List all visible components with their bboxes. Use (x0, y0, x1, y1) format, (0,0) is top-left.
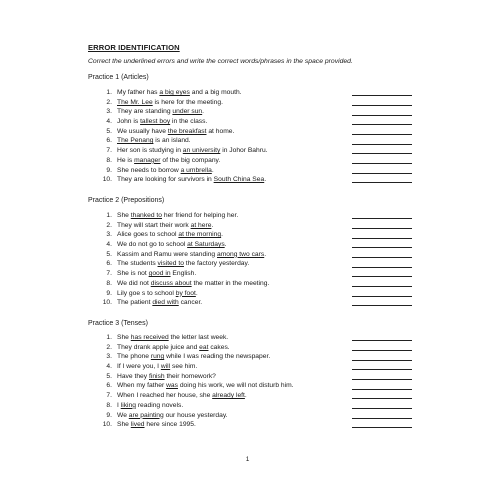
exercise-item (100, 401, 420, 411)
sentence-text: their homework? (164, 372, 216, 380)
answer-blank[interactable] (352, 173, 412, 174)
underlined-error: South China Sea (213, 176, 265, 184)
sentence-text: We did not (117, 279, 151, 287)
sentence-text: Have they (117, 372, 149, 380)
item-number: 4. (106, 241, 112, 249)
sentence-text: . (264, 176, 267, 184)
item-sentence (117, 127, 234, 137)
sentence-text: her friend for helping her. (162, 212, 239, 219)
exercise-item (100, 352, 420, 362)
sentence-text: . (211, 166, 214, 174)
item-sentence (117, 401, 183, 411)
sentence-text: Her son is studying in (117, 147, 183, 155)
item-sentence (117, 269, 196, 279)
exercise-list-prepositions (100, 211, 420, 308)
underlined-error: The Mr. Lee (117, 98, 153, 106)
sentence-text: the matter in the meeting. (191, 279, 270, 287)
answer-blank[interactable] (352, 134, 412, 135)
item-number: 2. (106, 98, 112, 106)
page-number: 1 (245, 456, 250, 463)
sentence-text: is here for the meeting. (152, 98, 223, 106)
exercise-item (100, 127, 420, 137)
exercise-item (100, 343, 420, 353)
sentence-text: cakes. (208, 343, 230, 351)
sentence-text: They drank apple juice and (117, 343, 200, 351)
underlined-error: eat (199, 343, 209, 351)
sentence-text: She (117, 334, 131, 341)
sentence-text: the factory yesterday. (183, 260, 250, 268)
item-number: 6. (106, 137, 112, 145)
answer-blank[interactable] (352, 408, 412, 409)
sentence-text: They will start their work (117, 221, 191, 229)
underlined-error: manager (134, 156, 161, 164)
item-sentence (117, 175, 266, 185)
item-sentence (117, 98, 223, 108)
sentence-text: We (117, 411, 129, 419)
item-sentence (117, 117, 207, 127)
sentence-text: She needs to borrow (117, 166, 181, 174)
section-title-tenses: Practice 3 (Tenses) (88, 320, 148, 327)
exercise-item (100, 259, 420, 269)
underlined-error: thanked to (130, 212, 162, 219)
sentence-text: our house yesterday. (163, 411, 228, 419)
exercise-item (100, 136, 420, 146)
item-number: 8. (106, 279, 112, 287)
exercise-item (100, 221, 420, 231)
sentence-text: reading novels. (135, 401, 184, 409)
exercise-item (100, 146, 420, 156)
exercise-item (100, 333, 420, 343)
sentence-text: If I were you, I (117, 363, 161, 371)
section-title-prepositions: Practice 2 (Prepositions) (88, 197, 165, 204)
sentence-text: of the big company. (160, 156, 221, 164)
item-number: 7. (106, 270, 112, 278)
item-number: 4. (106, 118, 112, 126)
underlined-error: at here (190, 221, 212, 229)
item-sentence (117, 352, 270, 362)
answer-blank[interactable] (352, 115, 412, 116)
exercise-item (100, 298, 420, 308)
item-number: 3. (106, 231, 112, 239)
answer-blank[interactable] (352, 257, 412, 258)
underlined-error: the breakfast (167, 127, 207, 135)
sentence-text: . (224, 241, 227, 249)
answer-blank[interactable] (352, 276, 412, 277)
item-number: 4. (106, 363, 112, 371)
section-title-articles: Practice 1 (Articles) (88, 74, 149, 81)
answer-blank[interactable] (352, 153, 412, 154)
sentence-text: The students (117, 260, 158, 268)
exercise-item (100, 279, 420, 289)
sentence-text: I (117, 401, 121, 409)
sentence-text: The phone (117, 353, 151, 361)
item-number: 6. (106, 260, 112, 268)
exercise-item (100, 88, 420, 98)
document-title: ERROR IDENTIFICATION (88, 43, 180, 52)
item-sentence (117, 333, 228, 343)
exercise-item (100, 391, 420, 401)
exercise-item (100, 289, 420, 299)
exercise-item (100, 156, 420, 166)
sentence-text: cancer. (178, 299, 203, 307)
answer-blank[interactable] (352, 228, 412, 229)
sentence-text: English. (170, 270, 197, 278)
item-number: 2. (106, 221, 112, 229)
exercise-item (100, 381, 420, 391)
item-number: 9. (106, 166, 112, 174)
answer-blank[interactable] (352, 340, 412, 341)
item-number: 8. (106, 156, 112, 164)
item-sentence (117, 166, 214, 176)
item-number: 5. (106, 127, 112, 135)
item-number: 9. (106, 411, 112, 419)
item-sentence (117, 362, 197, 372)
sentence-text: The patient (117, 299, 153, 307)
item-sentence (117, 250, 266, 260)
exercise-item (100, 362, 420, 372)
underlined-error: already left (212, 392, 245, 400)
sentence-text: My father has (117, 89, 160, 96)
underlined-error: was (166, 382, 178, 390)
exercise-list-articles (100, 88, 420, 185)
exercise-item (100, 98, 420, 108)
exercise-item (100, 107, 420, 117)
exercise-item (100, 269, 420, 279)
sentence-text: They are standing (117, 108, 173, 116)
answer-blank[interactable] (352, 95, 412, 96)
underlined-error: has received (130, 334, 169, 341)
underlined-error: will (160, 363, 171, 371)
sentence-text: When my father (117, 382, 167, 390)
item-sentence (117, 107, 204, 117)
item-number: 3. (106, 353, 112, 361)
item-sentence (117, 136, 191, 146)
exercise-item (100, 250, 420, 260)
exercise-item (100, 411, 420, 421)
instructions: Correct the underlined errors and write the correct words/phrases in the space provided. (88, 58, 353, 65)
item-number: 5. (106, 372, 112, 380)
sentence-text: He is (117, 156, 135, 164)
underlined-error: a umbrella (180, 166, 212, 174)
answer-blank[interactable] (352, 379, 412, 380)
exercise-item (100, 230, 420, 240)
item-sentence (117, 259, 249, 269)
answer-blank[interactable] (352, 238, 412, 239)
item-number: 10. (102, 421, 112, 429)
sentence-text: . (244, 392, 247, 400)
underlined-error: finish (148, 372, 165, 380)
item-sentence (117, 88, 242, 98)
answer-blank[interactable] (352, 105, 412, 106)
item-sentence (117, 381, 294, 391)
exercise-item (100, 211, 420, 221)
underlined-error: among two cars (217, 250, 265, 258)
sentence-text: . (211, 221, 214, 229)
underlined-error: rung (150, 353, 165, 361)
underlined-error: good in (148, 270, 171, 278)
sentence-text: and a big mouth. (189, 89, 242, 96)
item-sentence (117, 279, 269, 289)
sentence-text: . (202, 108, 205, 116)
sentence-text: see him. (170, 363, 198, 371)
answer-blank[interactable] (352, 286, 412, 287)
sentence-text: Lily goe s to school (117, 289, 176, 297)
sentence-text: while I was reading the newspaper. (164, 353, 271, 361)
sentence-text: John is (117, 118, 141, 126)
item-number: 8. (106, 401, 112, 409)
sentence-text: They are looking for survivors in (117, 176, 214, 184)
exercise-item (100, 372, 420, 382)
sentence-text: here since 1995. (144, 421, 196, 429)
answer-blank[interactable] (352, 305, 412, 306)
answer-blank[interactable] (352, 389, 412, 390)
exercise-item (100, 420, 420, 430)
answer-blank[interactable] (352, 247, 412, 248)
item-number: 6. (106, 382, 112, 390)
sentence-text: We do not go to school (117, 241, 188, 249)
underlined-error: The Penang (117, 137, 154, 145)
sentence-text: We usually have (117, 127, 168, 135)
sentence-text: the letter last week. (168, 334, 229, 341)
underlined-error: under sun (172, 108, 203, 116)
item-sentence (117, 289, 198, 299)
underlined-error: a big eyes (159, 89, 190, 96)
sentence-text: is an island. (153, 137, 191, 145)
underlined-error: by foot (175, 289, 196, 297)
exercise-item (100, 240, 420, 250)
sentence-text: . (221, 231, 223, 239)
sentence-text: She (117, 421, 131, 429)
underlined-error: liking (120, 401, 136, 409)
item-sentence (117, 156, 220, 166)
item-number: 10. (102, 176, 112, 184)
answer-blank[interactable] (352, 398, 412, 399)
answer-blank[interactable] (352, 360, 412, 361)
item-sentence (117, 240, 227, 250)
item-number: 3. (106, 108, 112, 116)
underlined-error: at the morning (178, 231, 222, 239)
exercise-item (100, 166, 420, 176)
item-number: 10. (102, 299, 112, 307)
underlined-error: visited to (157, 260, 184, 268)
item-sentence (117, 146, 268, 156)
item-number: 1. (106, 212, 112, 219)
underlined-error: discuss about (150, 279, 192, 287)
item-sentence (117, 343, 230, 353)
underlined-error: at Saturdays (187, 241, 225, 249)
answer-blank[interactable] (352, 124, 412, 125)
answer-blank[interactable] (352, 218, 412, 219)
item-sentence (117, 230, 223, 240)
answer-blank[interactable] (352, 267, 412, 268)
sentence-text: She is not (117, 270, 149, 278)
item-sentence (117, 420, 196, 430)
exercise-item (100, 117, 420, 127)
answer-blank[interactable] (352, 418, 412, 419)
answer-blank[interactable] (352, 144, 412, 145)
sentence-text: in Johor Bahru. (220, 147, 268, 155)
sentence-text: . (195, 289, 198, 297)
answer-blank[interactable] (352, 369, 412, 370)
item-number: 9. (106, 289, 112, 297)
sentence-text: at home. (206, 127, 235, 135)
answer-blank[interactable] (352, 296, 412, 297)
underlined-error: an university (182, 147, 221, 155)
underlined-error: lived (130, 421, 145, 429)
answer-blank[interactable] (352, 182, 412, 183)
answer-blank[interactable] (352, 350, 412, 351)
item-number: 1. (106, 89, 112, 96)
item-number: 1. (106, 334, 112, 341)
answer-blank[interactable] (352, 163, 412, 164)
sentence-text: Alice goes to school (117, 231, 179, 239)
item-sentence (117, 372, 216, 382)
item-number: 7. (106, 147, 112, 155)
sentence-text: . (264, 250, 267, 258)
item-sentence (117, 211, 238, 221)
item-number: 2. (106, 343, 112, 351)
sentence-text: Kassim and Ramu were standing (117, 250, 217, 258)
sentence-text: in the class. (170, 118, 208, 126)
item-number: 5. (106, 250, 112, 258)
item-sentence (117, 391, 247, 401)
sentence-text: She (117, 212, 131, 219)
item-number: 7. (106, 392, 112, 400)
item-sentence (117, 221, 213, 231)
underlined-error: are painting (128, 411, 164, 419)
underlined-error: tallest boy (140, 118, 171, 126)
sentence-text: doing his work, we will not disturb him. (177, 382, 294, 390)
answer-blank[interactable] (352, 427, 412, 428)
item-sentence (117, 298, 202, 308)
exercise-item (100, 175, 420, 185)
sentence-text: When I reached her house, she (117, 392, 213, 400)
underlined-error: died with (152, 299, 179, 307)
exercise-list-tenses (100, 333, 420, 430)
item-sentence (117, 411, 228, 421)
